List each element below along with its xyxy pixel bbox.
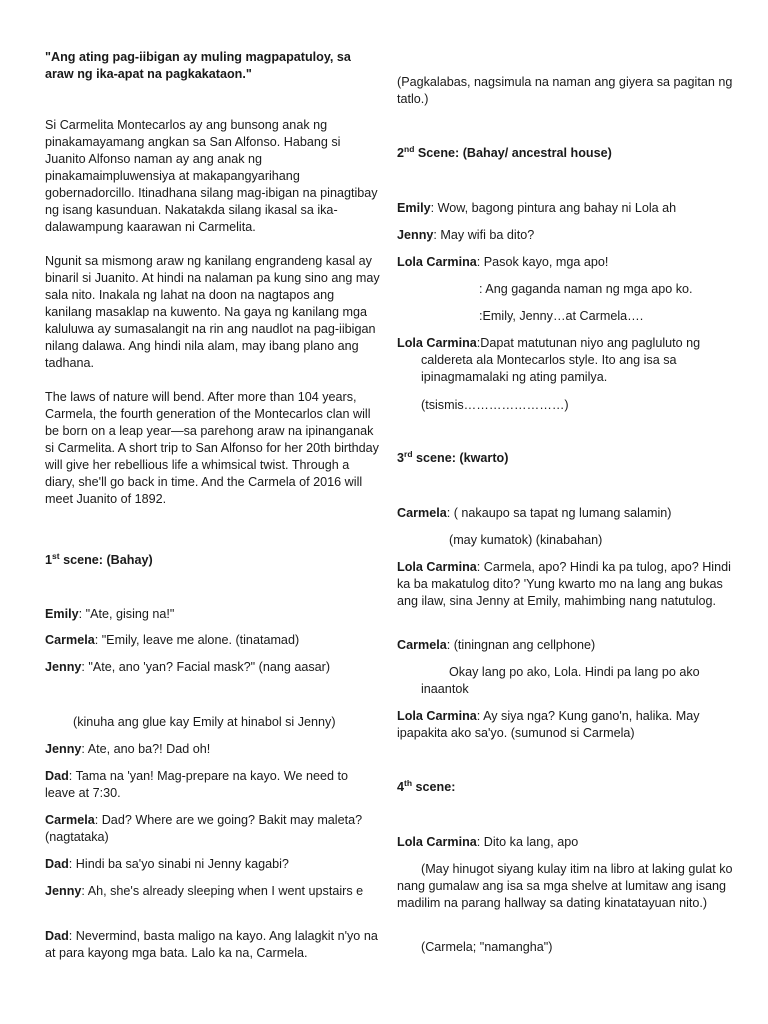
speaker-name: Lola Carmina <box>397 709 477 723</box>
stage-direction: (tsismis……………………) <box>421 398 569 412</box>
scene-1-heading: 1st scene: (Bahay) <box>45 550 153 567</box>
speaker-name: Carmela <box>397 638 447 652</box>
stage-direction: (Carmela; "namangha") <box>421 940 553 954</box>
dialogue-continuation: : Ang gaganda naman ng mga apo ko. <box>479 282 693 296</box>
stage-direction: (Pagkalabas, nagsimula na naman ang giyera sa pagitan ng tatlo.) <box>397 75 733 106</box>
dialogue-continuation: :Emily, Jenny…at Carmela…. <box>479 309 644 323</box>
speaker-name: Lola Carmina <box>397 255 477 269</box>
dialogue-line: Carmela: Dad? Where are we going? Bakit may maleta? (nagtataka) <box>45 813 363 844</box>
speaker-name: Emily <box>397 201 431 215</box>
dialogue-continuation: Okay lang po ako, Lola. Hindi pa lang po ako inaantok <box>421 665 700 696</box>
intro-paragraph-3: The laws of nature will bend. After more than 104 years, Carmela, the fourth generation of the Montecarlos clan will be born on a leap year—sa parehong araw na ipinanganak si Carmelita. A short trip to San Alfonso for her 20th birthday will give her rebellious life a whimsical twist. Through a diary, she'll go back in time. And the Carmela of 2016 will meet Juanito of 1892. <box>45 390 379 506</box>
scene-3-heading: 3rd scene: (kwarto) <box>397 448 509 465</box>
speaker-name: Carmela <box>397 506 447 520</box>
speaker-name: Lola Carmina <box>397 560 477 574</box>
dialogue-line: Jenny: Ate, ano ba?! Dad oh! <box>45 742 211 756</box>
dialogue-line: Lola Carmina: Pasok kayo, mga apo! <box>397 255 609 269</box>
dialogue-line: Dad: Nevermind, basta maligo na kayo. Ang lalagkit n'yo na at para kayong mga bata. Lalo ka na, Carmela. <box>45 929 378 960</box>
dialogue-line: Lola Carmina: Carmela, apo? Hindi ka pa tulog, apo? Hindi ka ba makatulog dito? 'Yung kwarto mo na lang ang bukas ang ilaw, sina Jenny at Emily, mahimbing nang natutulog. <box>397 560 731 608</box>
stage-direction: (kinuha ang glue kay Emily at hinabol si Jenny) <box>73 715 336 729</box>
speaker-name: Lola Carmina <box>397 835 477 849</box>
dialogue-line: Jenny: Ah, she's already sleeping when I went upstairs e <box>45 884 364 898</box>
dialogue-line: Emily: "Ate, gising na!" <box>45 607 175 621</box>
speaker-name: Dad <box>45 857 69 871</box>
dialogue-line: Lola Carmina:Dapat matutunan niyo ang pagluluto ng caldereta ala Montecarlos style. Ito ang isa sa ipinagmamalaki ng ating pamilya. <box>397 336 701 384</box>
speaker-name: Lola Carmina <box>397 336 477 350</box>
dialogue-line: Carmela: (tiningnan ang cellphone) <box>397 638 596 652</box>
scene-2-heading: 2nd Scene: (Bahay/ ancestral house) <box>397 143 612 160</box>
dialogue-line: Lola Carmina: Dito ka lang, apo <box>397 835 579 849</box>
dialogue-line: Jenny: "Ate, ano 'yan? Facial mask?" (nang aasar) <box>45 660 331 674</box>
dialogue-line: Dad: Hindi ba sa'yo sinabi ni Jenny kagabi? <box>45 857 289 871</box>
speaker-name: Carmela <box>45 633 95 647</box>
dialogue-line: Dad: Tama na 'yan! Mag-prepare na kayo. We need to leave at 7:30. <box>45 769 348 800</box>
dialogue-line: Carmela: "Emily, leave me alone. (tinatamad) <box>45 633 300 647</box>
speaker-name: Dad <box>45 929 69 943</box>
speaker-name: Jenny <box>45 884 82 898</box>
speaker-name: Dad <box>45 769 69 783</box>
dialogue-line: Carmela: ( nakaupo sa tapat ng lumang salamin) <box>397 506 672 520</box>
dialogue-line: Emily: Wow, bagong pintura ang bahay ni Lola ah <box>397 201 677 215</box>
speaker-name: Jenny <box>397 228 434 242</box>
speaker-name: Emily <box>45 607 79 621</box>
stage-direction: (may kumatok) (kinabahan) <box>449 533 603 547</box>
dialogue-line: Jenny: May wifi ba dito? <box>397 228 535 242</box>
dialogue-line: Lola Carmina: Ay siya nga? Kung gano'n, halika. May ipapakita ako sa'yo. (sumunod si Carmela) <box>397 709 700 740</box>
speaker-name: Jenny <box>45 660 82 674</box>
story-title: "Ang ating pag-iibigan ay muling magpapatuloy, sa araw ng ika-apat na pagkakataon." <box>45 50 351 81</box>
stage-direction: (May hinugot siyang kulay itim na libro at laking gulat ko nang gumalaw ang isa sa mga shelve at lumitaw ang isang madilim na parang hallway sa dating kinatatayuan nito.) <box>397 862 733 910</box>
speaker-name: Jenny <box>45 742 82 756</box>
scene-4-heading: 4th scene: <box>397 777 456 794</box>
intro-paragraph-1: Si Carmelita Montecarlos ay ang bunsong anak ng pinakamayamang angkan sa San Alfonso. Habang si Juanito Alfonso naman ay ang anak ng pinakamaimpluwensiya at makapangyarihang gobernadorcillo. Itinadhana silang mag-ibigan na pinagtibay ng isang kasunduan. Nakatakda silang ikasal sa ika-dalawampung kaarawan ni Carmelita. <box>45 118 378 234</box>
intro-paragraph-2: Ngunit sa mismong araw ng kanilang engrandeng kasal ay binaril si Juanito. At hindi na nalaman pa kung sino ang may sala nito. Inakala ng lahat na doon na nagtapos ang kanilang masaklap na kuwento. Na gaya ng kanilang mga kaluluwa ay sumasalangit na rin ang naudlot na pag-iibigan nilang dalawa. Ang hindi nila alam, may ibang plano ang tadhana. <box>45 254 380 370</box>
speaker-name: Carmela <box>45 813 95 827</box>
